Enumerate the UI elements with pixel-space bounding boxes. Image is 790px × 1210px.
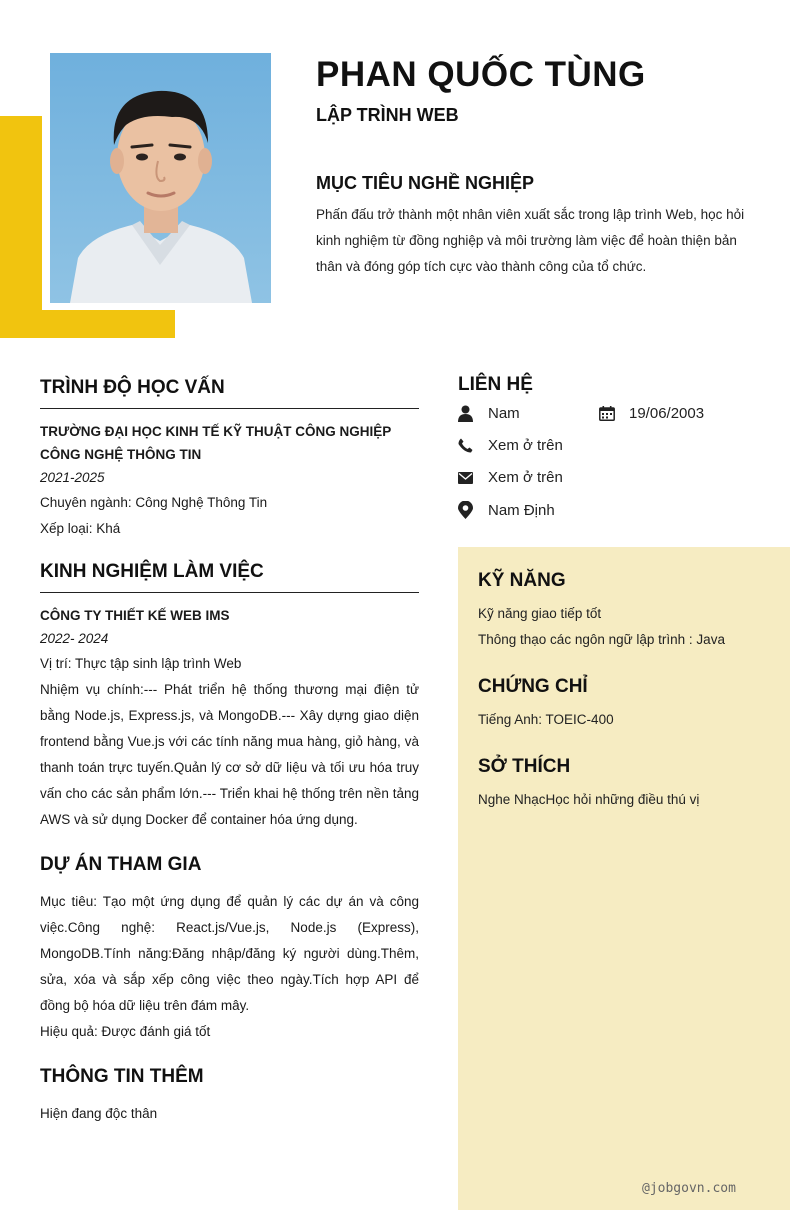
contact-address: [458, 501, 555, 519]
objective-heading: MỤC TIÊU NGHỀ NGHIỆP: [316, 173, 535, 193]
hobbies-heading: SỞ THÍCH: [478, 756, 571, 777]
experience-duties: Nhiệm vụ chính:--- Phát triển hệ thống thương mại điện tử bằng Node.js, Express.js, và MongoDB.--- Xây dựng giao diện frontend bằng Vue.js với các tính năng mua hàng, giỏ hàng, và thanh toán trực tuyến.Quản lý cơ sở dữ liệu và tối ưu hóa truy vấn cho các sản phẩm lớn.--- Triển khai hệ thống trên nền tảng AWS và sử dụng Docker để container hóa ứng dụng.: [40, 682, 419, 827]
certificate-item: Tiếng Anh: TOEIC-400: [478, 712, 614, 727]
objective-text: Phấn đấu trở thành một nhân viên xuất sắc trong lập trình Web, học hỏi kinh nghiệm từ đồng nghiệp và môi trường làm việc để hoàn thiện bản thân và đóng góp tích cực vào thành công của tổ chức.: [316, 207, 745, 274]
projects-section: [40, 853, 419, 1045]
location-pin-icon: [458, 501, 488, 519]
left-column: [40, 376, 419, 1127]
address-value: Nam Định: [488, 501, 555, 519]
experience-period: 2022- 2024: [40, 631, 109, 646]
sidebar-panel: [458, 547, 790, 1210]
projects-heading: DỰ ÁN THAM GIA: [40, 854, 202, 875]
education-section: [40, 376, 419, 542]
decorative-yellow-base: [0, 310, 175, 338]
contact-heading: LIÊN HỆ: [458, 374, 533, 395]
certificates-heading: CHỨNG CHỈ: [478, 676, 588, 697]
education-grade: Xếp loại: Khá: [40, 521, 121, 536]
candidate-name: PHAN QUỐC TÙNG: [316, 55, 646, 94]
extra-info-heading: THÔNG TIN THÊM: [40, 1066, 204, 1087]
certificates-section: [478, 675, 770, 733]
phone-value: Xem ở trên: [488, 437, 563, 454]
education-heading: TRÌNH ĐỘ HỌC VẤN: [40, 376, 419, 409]
person-icon: [458, 405, 488, 422]
experience-company: CÔNG TY THIẾT KẾ WEB IMS: [40, 608, 230, 623]
contact-birthday: [599, 405, 704, 422]
contact-email: [458, 469, 563, 486]
projects-description: Mục tiêu: Tạo một ứng dụng để quản lý các dự án và công việc.Công nghệ: React.js/Vue.js, Node.js (Express), MongoDB.Tính năng:Đăng nhập/đăng ký người dùng.Thêm, sửa, xóa và sắp xếp công việc theo ngày.Tích hợp API để đồng bộ hóa dữ liệu trên đám mây.: [40, 894, 419, 1013]
education-school: TRƯỜNG ĐẠI HỌC KINH TẾ KỸ THUẬT CÔNG NGHIỆP CÔNG NGHỆ THÔNG TIN: [40, 424, 391, 462]
skill-item: Thông thạo các ngôn ngữ lập trình : Java: [478, 632, 725, 647]
skills-heading: KỸ NĂNG: [478, 570, 566, 591]
contact-gender: [458, 405, 520, 422]
hobbies-section: [478, 755, 770, 813]
education-period: 2021-2025: [40, 470, 105, 485]
projects-result: Hiệu quả: Được đánh giá tốt: [40, 1024, 211, 1039]
extra-info-section: [40, 1065, 419, 1127]
profile-photo: [50, 53, 271, 303]
extra-info-text: Hiện đang độc thân: [40, 1106, 158, 1121]
education-major: Chuyên ngành: Công Nghệ Thông Tin: [40, 495, 268, 510]
envelope-icon: [458, 472, 488, 484]
job-title: LẬP TRÌNH WEB: [316, 105, 459, 125]
decorative-yellow-bar: [0, 116, 42, 338]
watermark: @jobgovn.com: [642, 1181, 736, 1196]
contact-phone: [458, 437, 563, 454]
calendar-icon: [599, 406, 629, 421]
experience-section: [40, 560, 419, 833]
experience-heading: KINH NGHIỆM LÀM VIỆC: [40, 560, 419, 593]
experience-position: Vị trí: Thực tập sinh lập trình Web: [40, 656, 242, 671]
skills-section: [478, 569, 770, 653]
email-value: Xem ở trên: [488, 469, 563, 486]
birthday-value: 19/06/2003: [629, 405, 705, 422]
skill-item: Kỹ năng giao tiếp tốt: [478, 606, 602, 621]
hobby-item: Nghe NhạcHọc hỏi những điều thú vị: [478, 792, 700, 807]
gender-value: Nam: [488, 405, 520, 422]
phone-icon: [458, 438, 488, 453]
portrait-illustration: [50, 53, 271, 303]
